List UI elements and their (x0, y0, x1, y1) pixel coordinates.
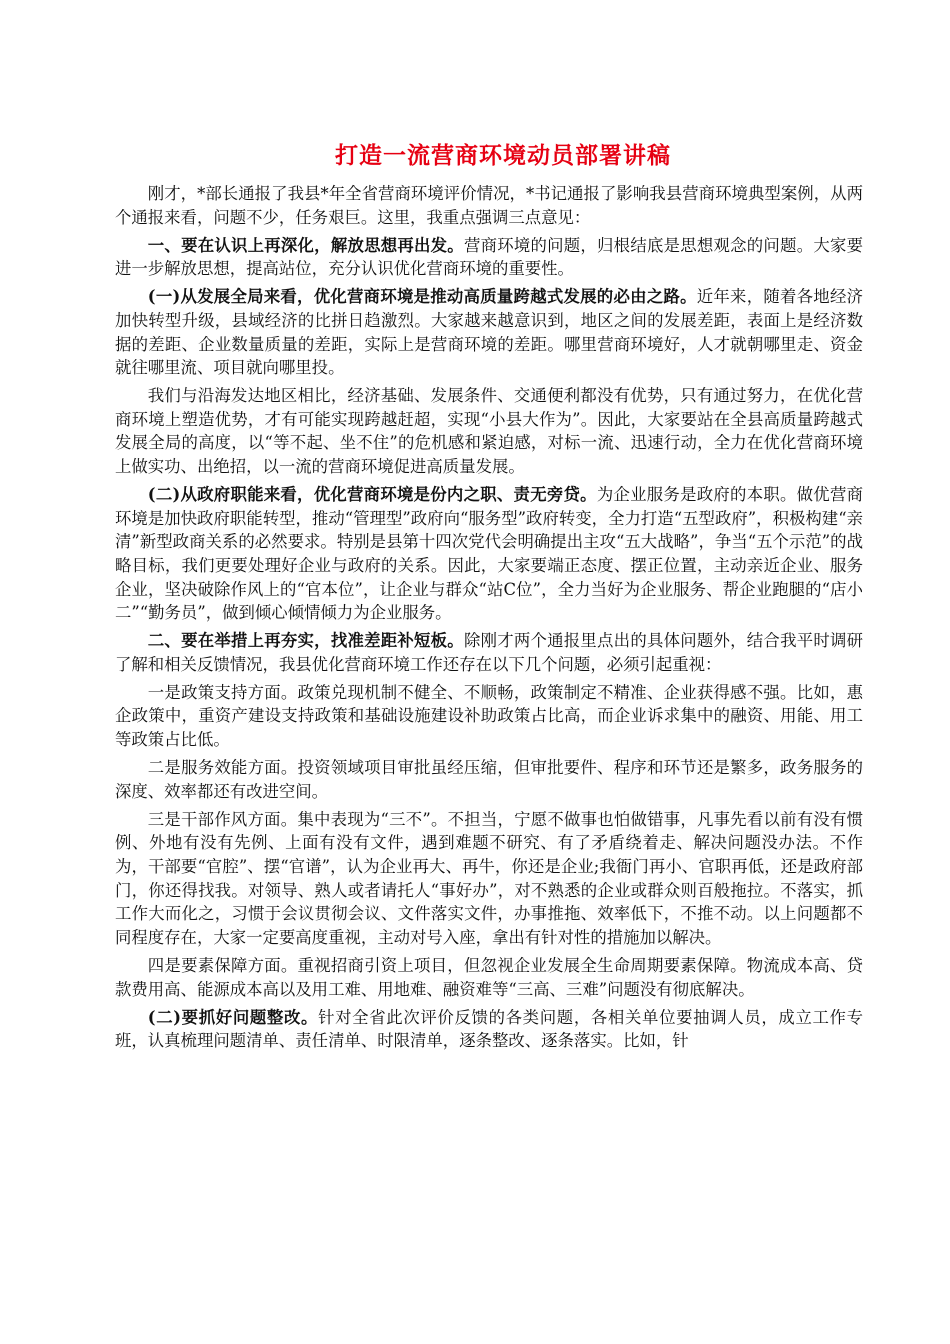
paragraph-section-2 (115, 629, 863, 676)
document-page (115, 138, 863, 1057)
paragraph-service (115, 756, 863, 803)
paragraph-text: 除刚才两个通报里点出的具体问题外，结合我平时调研了解和相关反馈情况，我县优化营商环境工作还存在以下几个问题，必须引起重视： (115, 631, 864, 674)
paragraph-factors (115, 954, 863, 1001)
paragraph-body (115, 384, 863, 478)
paragraph-text: 二是服务效能方面。投资领域项目审批虽经压缩，但审批要件、程序和环节还是繁多，政务服务的深度、效率都还有改进空间。 (115, 758, 863, 801)
paragraph-text: 近年来，随着各地经济加快转型升级，县域经济的比拼日趋激烈。大家越来越意识到，地区之间的发展差距，表面上是经济数据的差距、企业数量质量的差距，实际上是营商环境的差距。哪里营商环境好，人才就朝哪里走、资金就往哪里流、项目就向哪里投。 (115, 287, 864, 378)
paragraph-lead: (二)要抓好问题整改。 (147, 1007, 319, 1027)
paragraph-section-1-2 (115, 483, 863, 625)
paragraph-section-1-1 (115, 285, 863, 379)
paragraph-lead: 二、要在举措上再夯实，找准差距补短板。 (147, 631, 464, 651)
paragraph-text: 四是要素保障方面。重视招商引资上项目，但忽视企业发展全生命周期要素保障。物流成本高、贷款费用高、能源成本高以及用工难、用地难、融资难等“三高、三难”问题没有彻底解决。 (115, 955, 863, 999)
paragraph-text: 营商环境的问题，归根结底是思想观念的问题。大家要进一步解放思想，提高站位，充分认识优化营商环境的重要性。 (115, 235, 864, 279)
paragraph-text: 为企业服务是政府的本职。做优营商环境是加快政府职能转型，推动“管理型”政府向“服务型”政府转变，全力打造“五型政府”，积极构建“亲清”新型政商关系的必然要求。特别是县第十四次党代会明确提出主攻“五大战略”，争当“五个示范”的战略目标，我们更要处理好企业与政府的关系。因此，大家要端正态度、摆正位置，主动亲近企业、服务企业，坚决破除作风上的“官本位”，让企业与群众“站C位”，全力当好为企业服务、帮企业跑腿的“店小二”“勤务员”，做到倾心倾情倾力为企业服务。 (115, 485, 863, 623)
paragraph-style (115, 808, 863, 950)
paragraph-policy (115, 681, 863, 752)
paragraph-text: 刚才，*部长通报了我县*年全省营商环境评价情况，*书记通报了影响我县营商环境典型案例，从两个通报来看，问题不少，任务艰巨。这里，我重点强调三点意见： (115, 184, 863, 227)
paragraph-text: 一是政策支持方面。政策兑现机制不健全、不顺畅，政策制定不精准、企业获得感不强。比如，惠企政策中，重资产建设支持政策和基础设施建设补助政策占比高，而企业诉求集中的融资、用能、用工等政策占比低。 (115, 682, 863, 750)
paragraph-section-2-2 (115, 1006, 863, 1053)
paragraph-text: 我们与沿海发达地区相比，经济基础、发展条件、交通便利都没有优势，只有通过努力，在优化营商环境上塑造优势，才有可能实现跨越赶超，实现“小县大作为”。因此，大家要站在全县高质量跨越式发展全局的高度，以“等不起、坐不住”的危机感和紧迫感，对标一流、迅速行动，全力在优化营商环境上做实功、出绝招，以一流的营商环境促进高质量发展。 (115, 386, 863, 477)
document-title: 打造一流营商环境动员部署讲稿 (335, 142, 671, 169)
paragraph-lead: 一、要在认识上再深化，解放思想再出发。 (147, 235, 464, 255)
paragraph-section-1 (115, 234, 863, 281)
paragraph-text: 针对全省此次评价反馈的各类问题，各相关单位要抽调人员，成立工作专班，认真梳理问题清单、责任清单、时限清单，逐条整改、逐条落实。比如，针 (115, 1007, 864, 1051)
paragraph-text: 三是干部作风方面。集中表现为“三不”。不担当，宁愿不做事也怕做错事，凡事先看以前有没有惯例、外地有没有先例、上面有没有文件，遇到难题不研究、有了矛盾绕着走、解决问题没办法。不作为，干部要“官腔”、摆“官谱”，认为企业再大、再牛，你还是企业;我衙门再小、官职再低，还是政府部门，你还得找我。对领导、熟人或者请托人“事好办”，对不熟悉的企业或群众则百般拖拉。不落实，抓工作大而化之，习惯于会议贯彻会议、文件落实文件，办事推拖、效率低下，不推不动。以上问题都不同程度存在，大家一定要高度重视，主动对号入座，拿出有针对性的措施加以解决。 (115, 809, 863, 947)
paragraph-lead: (一)从发展全局来看，优化营商环境是推动高质量跨越式发展的必由之路。 (147, 287, 697, 307)
paragraph-intro (115, 182, 863, 229)
paragraph-lead: (二)从政府职能来看，优化营商环境是份内之职、责无旁贷。 (147, 485, 597, 505)
